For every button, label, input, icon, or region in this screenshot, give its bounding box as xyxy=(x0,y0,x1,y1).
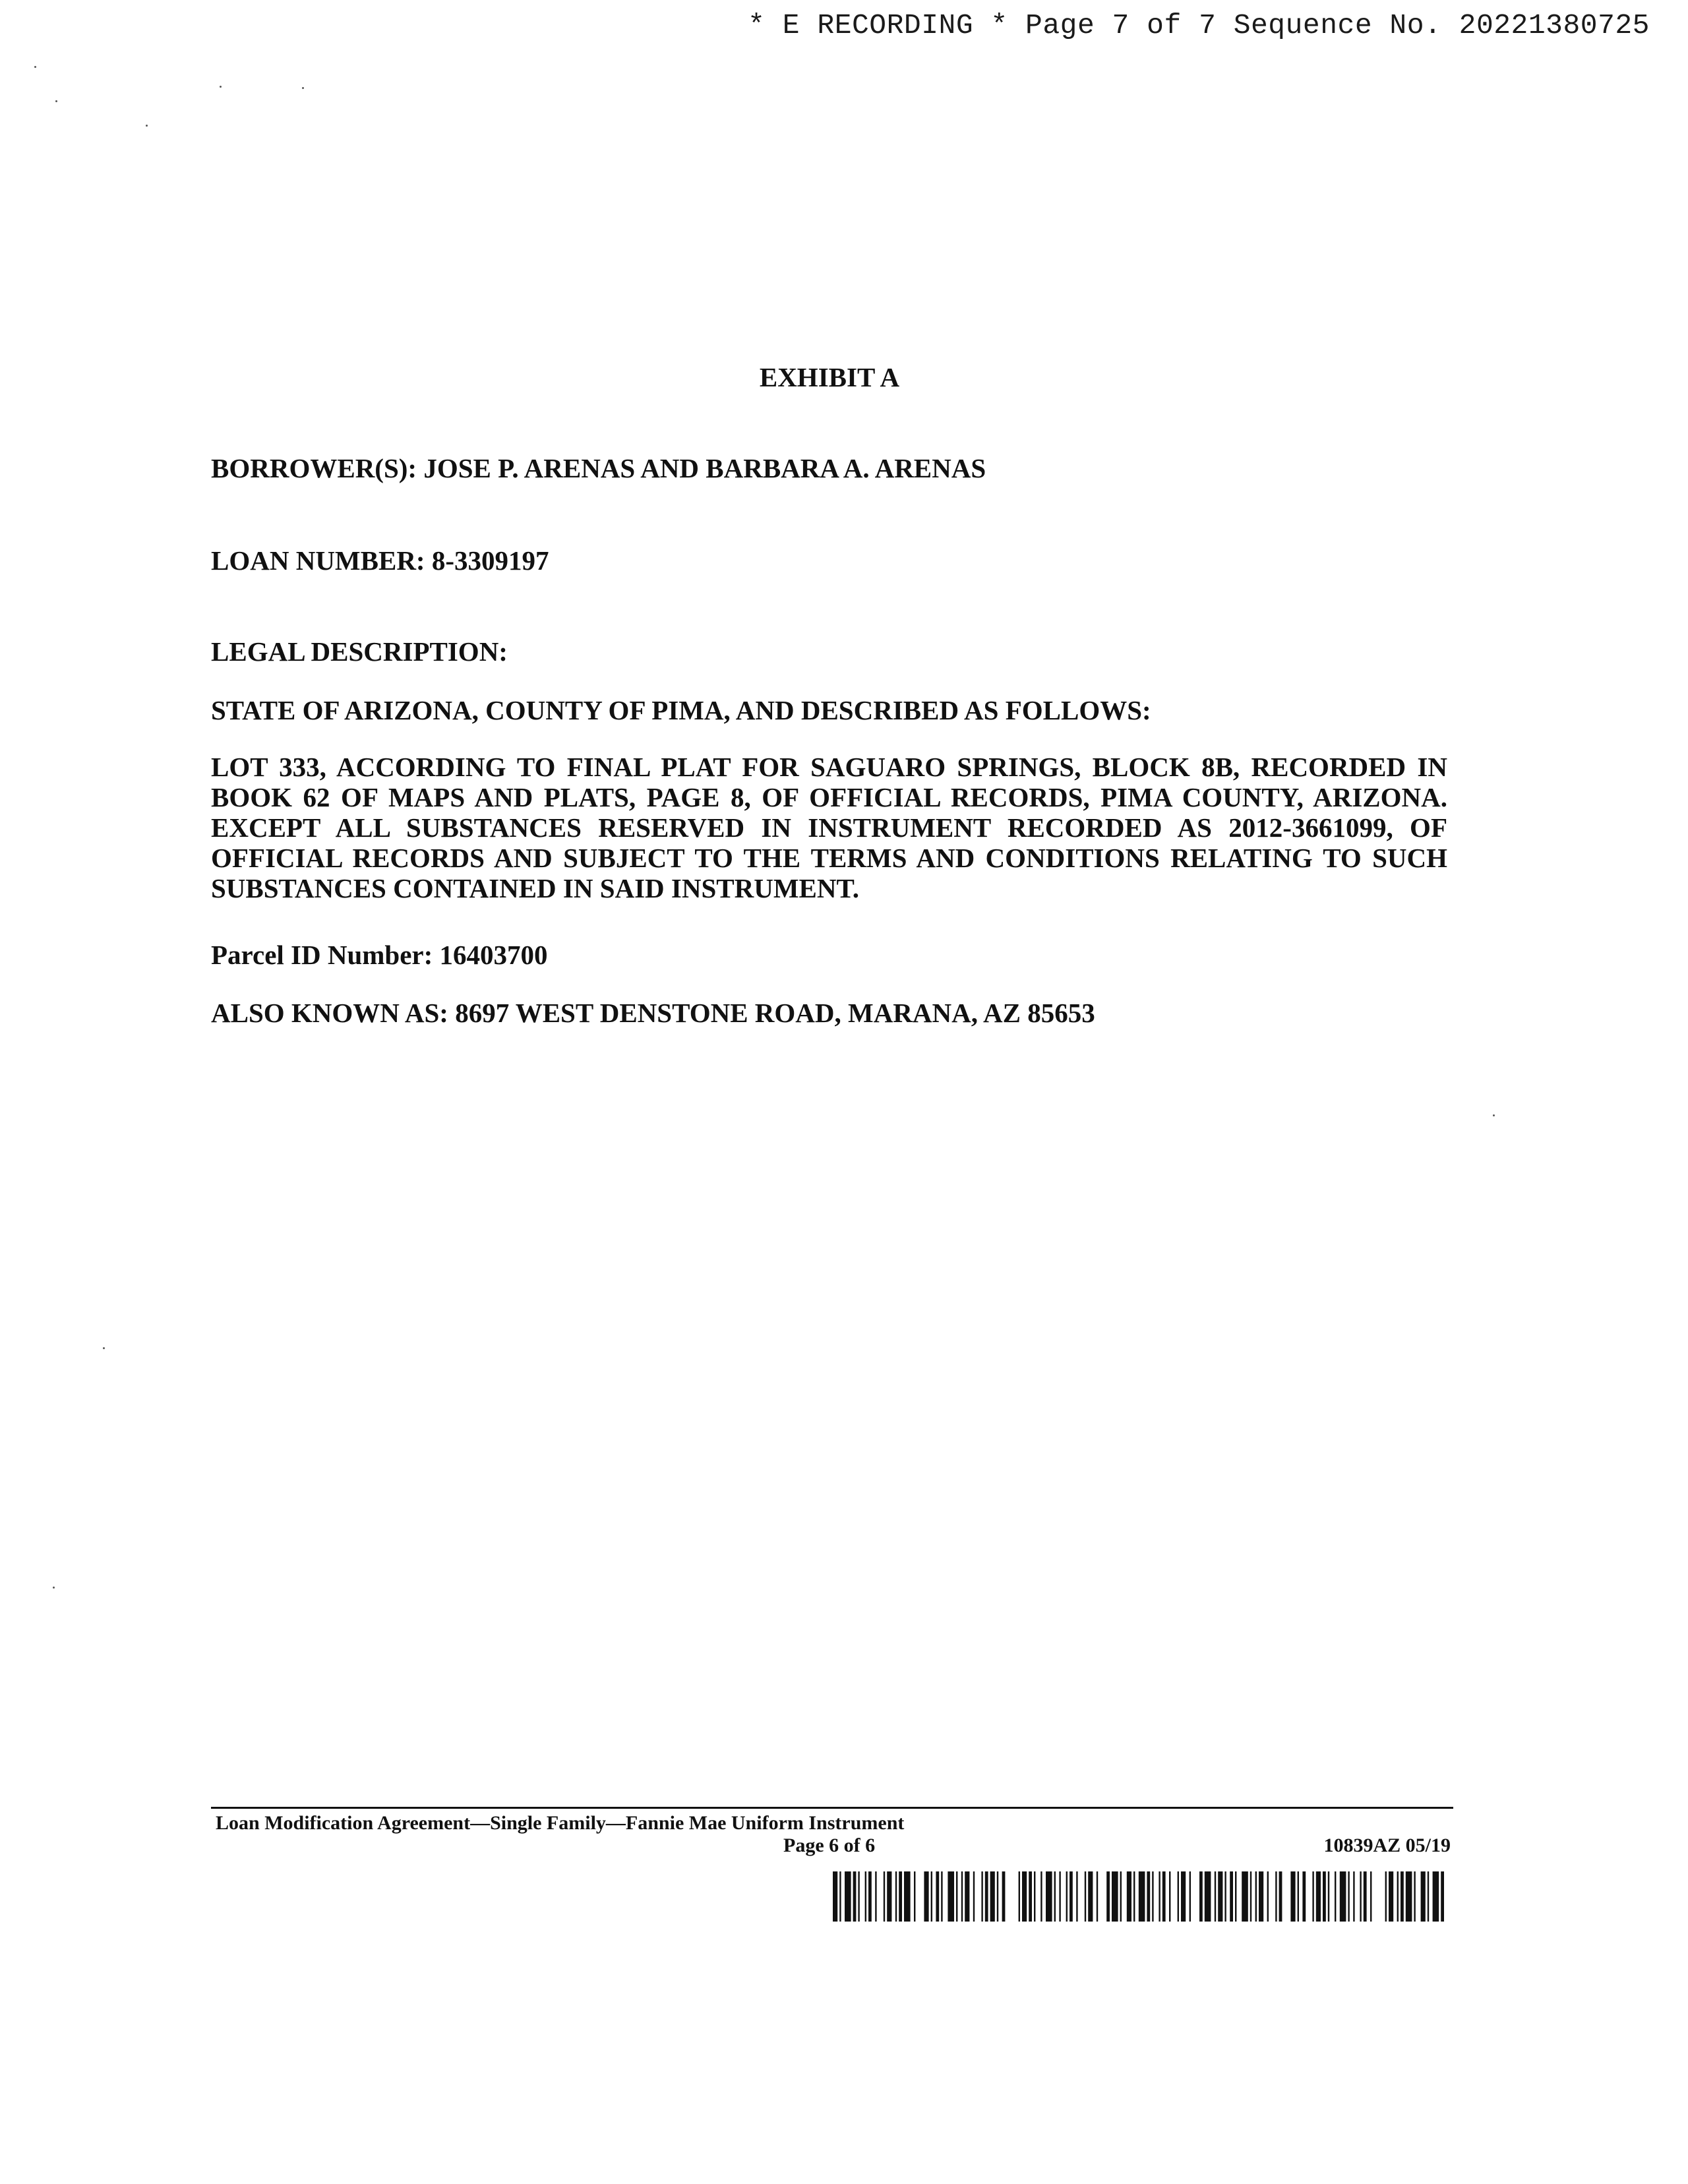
barcode-bar xyxy=(1022,1871,1027,1922)
barcode-bar xyxy=(1428,1871,1429,1922)
scan-speck xyxy=(302,87,304,89)
footer-form-code: 10839AZ 05/19 xyxy=(1323,1835,1451,1856)
borrowers-line: BORROWER(S): JOSE P. ARENAS AND BARBARA A. ARENAS xyxy=(211,453,986,483)
barcode-bar xyxy=(1070,1871,1073,1922)
barcode-bar xyxy=(1242,1871,1248,1922)
barcode-bar xyxy=(1414,1871,1415,1922)
barcode-bar xyxy=(1040,1871,1042,1922)
barcode-bar xyxy=(845,1871,851,1922)
barcode-bar xyxy=(1169,1871,1170,1922)
barcode-bar xyxy=(1059,1871,1060,1922)
footer-divider xyxy=(211,1807,1453,1809)
barcode-bar xyxy=(1290,1871,1295,1922)
barcode-bar xyxy=(1190,1871,1191,1922)
barcode-bar xyxy=(1397,1871,1399,1922)
barcode-bar xyxy=(1250,1871,1251,1922)
barcode-bar xyxy=(1205,1871,1211,1922)
barcode-bar xyxy=(1147,1871,1150,1922)
scan-speck xyxy=(146,125,148,127)
recording-stamp: * E RECORDING * Page 7 of 7 Sequence No. 20221380725 xyxy=(748,9,1650,42)
barcode-bar xyxy=(1335,1871,1336,1922)
barcode-bar xyxy=(997,1871,998,1922)
barcode-bar xyxy=(936,1871,939,1922)
barcode-bar xyxy=(833,1871,837,1922)
barcode-bar xyxy=(941,1871,942,1922)
barcode-bar xyxy=(1034,1871,1035,1922)
barcode-bar xyxy=(858,1871,859,1922)
barcode-bar xyxy=(1259,1871,1263,1922)
barcode-bar xyxy=(1159,1871,1160,1922)
barcode-bar xyxy=(1323,1871,1326,1922)
barcode-bar xyxy=(1328,1871,1329,1922)
barcode-bar xyxy=(1218,1871,1222,1922)
barcode-bar xyxy=(1348,1871,1349,1922)
state-county-line: STATE OF ARIZONA, COUNTY OF PIMA, AND DESCRIBED AS FOLLOWS: xyxy=(211,695,1151,725)
barcode-bar xyxy=(1316,1871,1321,1922)
legal-description-paragraph xyxy=(211,752,1447,903)
barcode-bar xyxy=(961,1871,963,1922)
barcode-bar xyxy=(1389,1871,1393,1922)
legal-line: SUBSTANCES CONTAINED IN SAID INSTRUMENT. xyxy=(211,873,860,903)
barcode-bar xyxy=(1139,1871,1145,1922)
barcode-bar xyxy=(1370,1871,1372,1922)
legal-line: OFFICIAL RECORDS AND SUBJECT TO THE TERMS AND CONDITIONS RELATING TO SUCH xyxy=(211,843,1447,873)
barcode-bar xyxy=(899,1871,902,1922)
barcode-bar xyxy=(1106,1871,1110,1922)
scan-speck xyxy=(53,1587,55,1589)
barcode-bar xyxy=(1360,1871,1361,1922)
barcode-bar xyxy=(990,1871,995,1922)
barcode-bar xyxy=(1088,1871,1093,1922)
legal-line: LOT 333, ACCORDING TO FINAL PLAT FOR SAGUARO SPRINGS, BLOCK 8B, RECORDED IN xyxy=(211,752,1447,782)
barcode-bar xyxy=(895,1871,897,1922)
barcode-bar xyxy=(1002,1871,1006,1922)
barcode-bar xyxy=(865,1871,866,1922)
footer-page-number: Page 6 of 6 xyxy=(783,1835,876,1856)
barcode-bar xyxy=(1120,1871,1122,1922)
barcode-bar xyxy=(1433,1871,1439,1922)
scan-speck xyxy=(34,66,36,68)
barcode-bar xyxy=(1279,1871,1282,1922)
scan-speck xyxy=(55,100,57,102)
exhibit-title: EXHIBIT A xyxy=(759,362,900,392)
barcode-bar xyxy=(1255,1871,1257,1922)
barcode-bar xyxy=(1178,1871,1179,1922)
barcode-bar xyxy=(868,1871,872,1922)
barcode-bar xyxy=(931,1871,932,1922)
scan-speck xyxy=(220,86,222,88)
barcode-bar xyxy=(904,1871,911,1922)
barcode-bar xyxy=(875,1871,876,1922)
barcode-bar xyxy=(1312,1871,1313,1922)
barcode-bar xyxy=(965,1871,969,1922)
barcode-bar xyxy=(1162,1871,1166,1922)
barcode-bar xyxy=(948,1871,954,1922)
parcel-id-line: Parcel ID Number: 16403700 xyxy=(211,940,548,970)
barcode-bar xyxy=(1133,1871,1135,1922)
barcode-bar xyxy=(1181,1871,1186,1922)
legal-line: BOOK 62 OF MAPS AND PLATS, PAGE 8, OF OFFICIAL RECORDS, PIMA COUNTY, ARIZONA. xyxy=(211,782,1447,812)
barcode-bar xyxy=(1046,1871,1052,1922)
barcode-bar xyxy=(1230,1871,1233,1922)
loan-number-line: LOAN NUMBER: 8-3309197 xyxy=(211,545,549,576)
barcode-bar xyxy=(985,1871,988,1922)
barcode-bar xyxy=(1401,1871,1404,1922)
barcode-bar xyxy=(1054,1871,1056,1922)
barcode-bar xyxy=(956,1871,957,1922)
legal-description-heading: LEGAL DESCRIPTION: xyxy=(211,636,508,667)
barcode-bar xyxy=(924,1871,928,1922)
barcode-bar xyxy=(1152,1871,1153,1922)
barcode-bar xyxy=(1406,1871,1412,1922)
footer-instrument-title: Loan Modification Agreement—Single Family—Fannie Mae Uniform Instrument xyxy=(216,1812,905,1834)
barcode-bar xyxy=(981,1871,982,1922)
barcode-bar xyxy=(1085,1871,1086,1922)
also-known-as-line: ALSO KNOWN AS: 8697 WEST DENSTONE ROAD, MARANA, AZ 85653 xyxy=(211,998,1095,1028)
barcode-bar xyxy=(1340,1871,1346,1922)
barcode-bar xyxy=(1112,1871,1118,1922)
barcode-bar xyxy=(914,1871,915,1922)
barcode-bar xyxy=(1029,1871,1032,1922)
barcode-bar xyxy=(884,1871,885,1922)
barcode-bar xyxy=(853,1871,857,1922)
barcode-bar xyxy=(1066,1871,1068,1922)
legal-line: EXCEPT ALL SUBSTANCES RESERVED IN INSTRUMENT RECORDED AS 2012-3661099, OF xyxy=(211,812,1447,843)
barcode-bar xyxy=(839,1871,841,1922)
barcode-bar xyxy=(1302,1871,1306,1922)
barcode-bar xyxy=(1385,1871,1387,1922)
barcode-bar xyxy=(1298,1871,1299,1922)
scan-speck xyxy=(103,1347,105,1349)
barcode-bar xyxy=(1353,1871,1354,1922)
barcode-bar xyxy=(1267,1871,1269,1922)
barcode-bar xyxy=(1421,1871,1426,1922)
barcode-bar xyxy=(1441,1871,1444,1922)
barcode-image xyxy=(833,1871,1446,1922)
barcode-bar xyxy=(887,1871,891,1922)
barcode-bar xyxy=(1097,1871,1098,1922)
barcode-bar xyxy=(1224,1871,1226,1922)
scan-speck xyxy=(1493,1114,1495,1116)
barcode-bar xyxy=(1215,1871,1216,1922)
barcode-bar xyxy=(1364,1871,1367,1922)
barcode-bar xyxy=(1019,1871,1020,1922)
barcode-bar xyxy=(1076,1871,1077,1922)
barcode-bar xyxy=(1275,1871,1277,1922)
barcode-bar xyxy=(1235,1871,1236,1922)
barcode-bar xyxy=(973,1871,975,1922)
barcode-bar xyxy=(1199,1871,1203,1922)
barcode-bar xyxy=(1127,1871,1131,1922)
